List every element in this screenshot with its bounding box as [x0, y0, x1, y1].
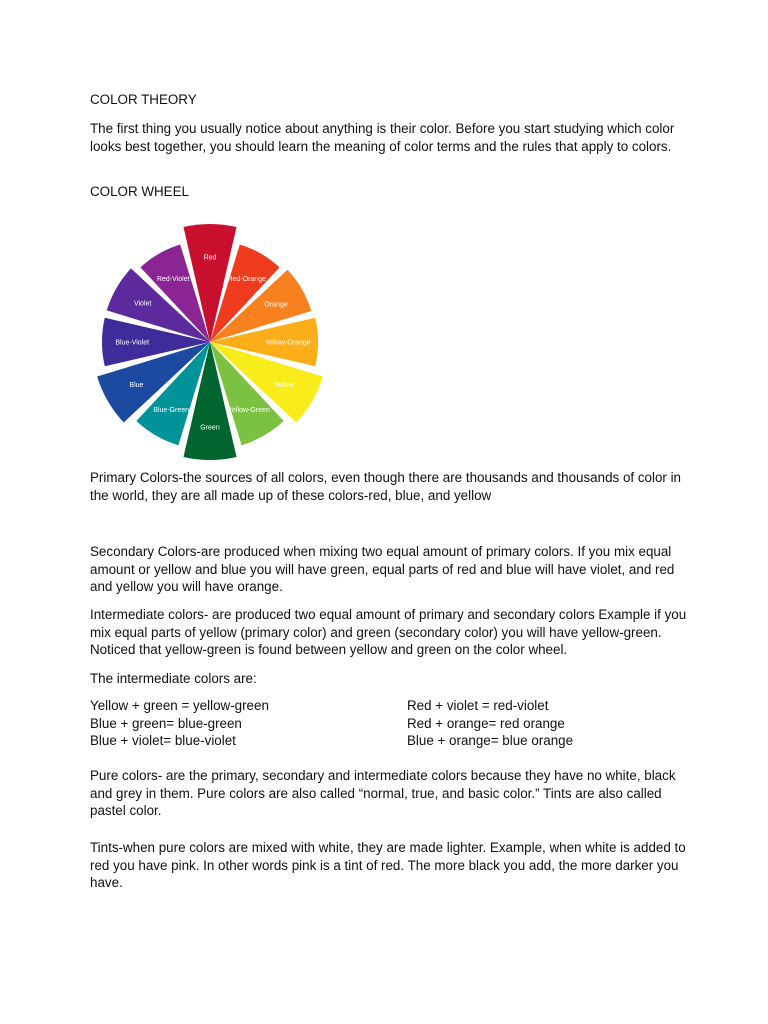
secondary-colors-paragraph: Secondary Colors-are produced when mixing two equal amount of primary colors. If you mix equal amount or yellow and blue you will have green, equal parts of red and blue will have violet, and red and yellow you will have orange. [90, 544, 675, 594]
intro-paragraph: The first thing you usually notice about anything is their color. Before you start studying which color looks best together, you should learn the meaning of color terms and the rules that apply to colors. [90, 121, 675, 154]
intermediate-colors-paragraph: Intermediate colors- are produced two equal amount of primary and secondary colors Example if you mix equal parts of yellow (primary color) and green (secondary color) you will have yellow-green. Noticed that yellow-green is found between yellow and green on the color wheel. [90, 607, 687, 657]
combo-item: Yellow + green = yellow-green [90, 698, 269, 713]
wheel-label-red-orange: Red-Orange [227, 275, 266, 283]
wheel-label-red-violet: Red-Violet [156, 275, 190, 283]
intermediate-list-title: The intermediate colors are: [90, 671, 257, 686]
pure-colors-paragraph: Pure colors- are the primary, secondary and intermediate colors because they have no white, black and grey in them. Pure colors are also called “normal, true, and basic color.” Tints are also called pastel color. [90, 768, 676, 818]
wheel-label-violet: Violet [133, 300, 152, 308]
wheel-label-orange: Orange [264, 301, 288, 309]
primary-colors-paragraph: Primary Colors-the sources of all colors, even though there are thousands and thousands of color in the world, they are all made up of these colors-red, blue, and yellow [90, 470, 681, 503]
combos-left-list [90, 697, 390, 750]
wheel-label-yellow-green: Yellow-Green [227, 406, 270, 414]
wheel-label-yellow: Yellow [273, 381, 294, 389]
wheel-label-blue-violet: Blue-Violet [115, 339, 150, 347]
combo-item: Red + violet = red-violet [407, 698, 549, 713]
tints-paragraph: Tints-when pure colors are mixed with white, they are made lighter. Example, when white is added to red you have pink. In other words pink is a tint of red. The more black you add, the more darker you have. [90, 840, 686, 890]
combo-item: Blue + violet= blue-violet [90, 733, 236, 748]
wheel-label-green: Green [200, 424, 220, 432]
wheel-label-blue-green: Blue-Green [153, 406, 190, 414]
color-wheel [84, 206, 334, 458]
combos-right-list [407, 697, 707, 750]
wheel-label-red: Red [203, 254, 217, 262]
wheel-label-yellow-orange: Yellow-Orange [264, 339, 311, 347]
combo-item: Red + orange= red orange [407, 715, 565, 731]
combo-item: Blue + orange= blue orange [407, 733, 574, 748]
color-wheel-heading: COLOR WHEEL [90, 184, 189, 199]
wheel-label-blue: Blue [129, 381, 144, 389]
combo-item: Blue + green= blue-green [90, 715, 242, 731]
page-title: COLOR THEORY [90, 92, 197, 107]
